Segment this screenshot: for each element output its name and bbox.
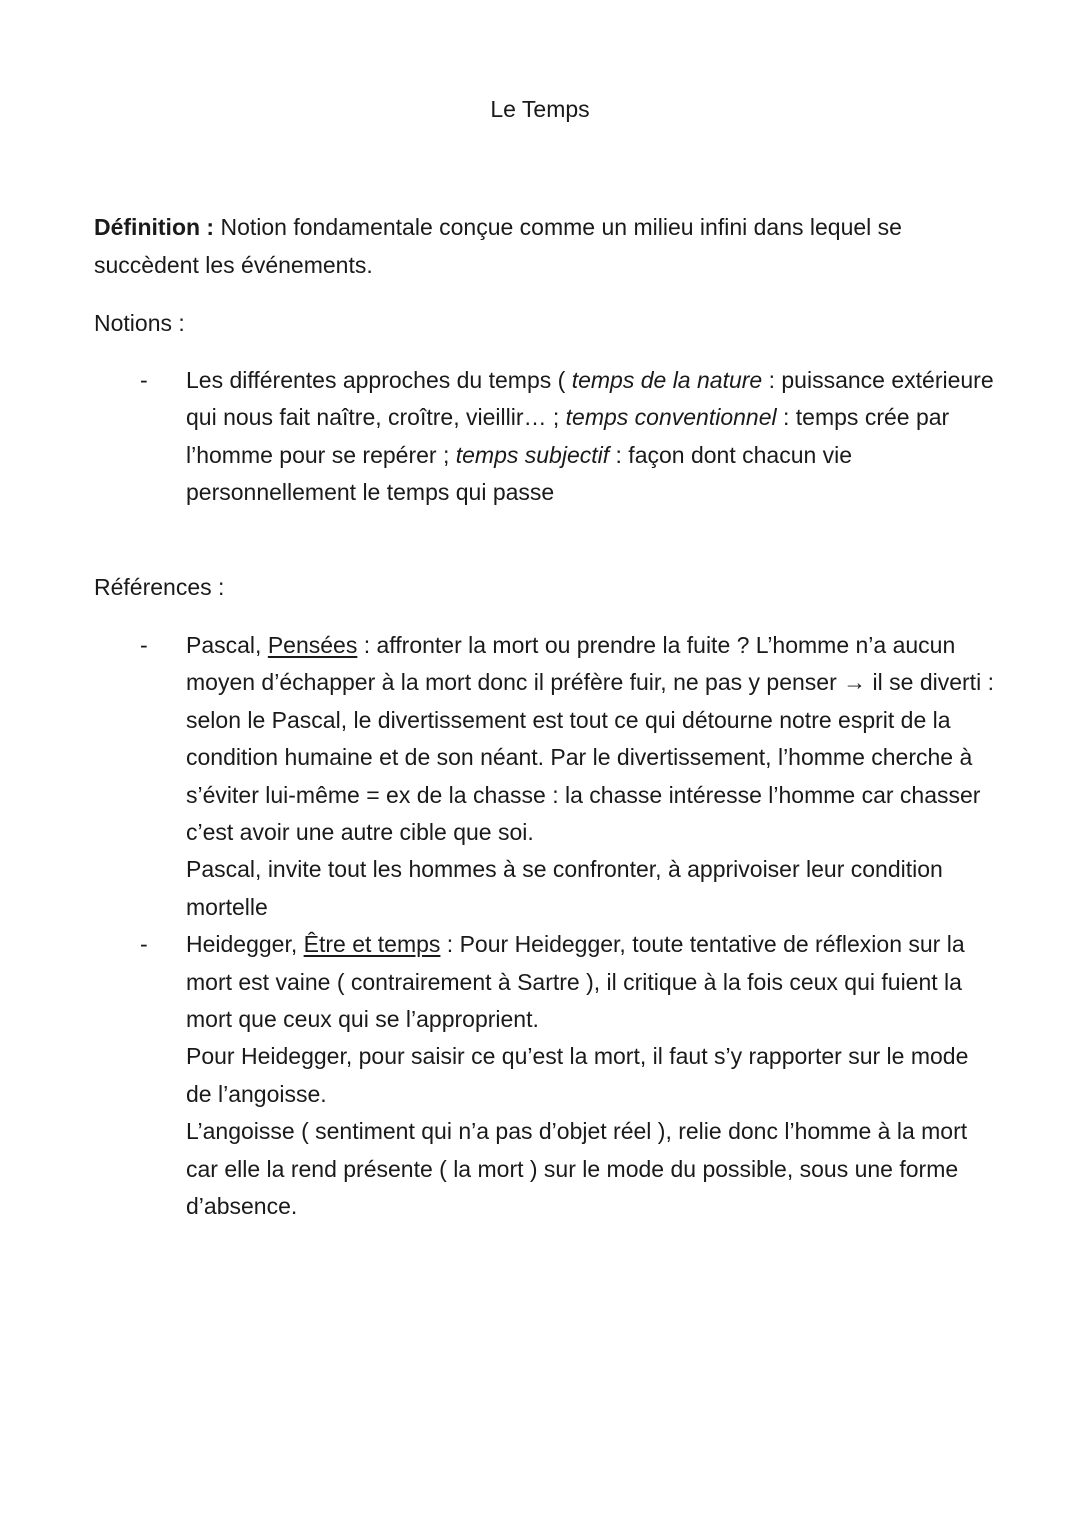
reference-author: Heidegger, [186, 931, 304, 958]
list-dash: - [140, 931, 148, 958]
pascal-paragraph-1 [186, 627, 994, 851]
notion-term: temps conventionnel [565, 404, 777, 431]
reference-text: : affronter la mort ou prendre la fuite ? L’homme n’a aucun moyen d’échapper à la mort donc il préfère fuir, ne pas y penser → il se diverti : selon le Pascal, le divertissement est tout ce qui détourne notre esprit de la condition humaine et de son néant. Par le divertissement, l’homme cherche à s’éviter lui-même = ex de la chasse : la chasse intéresse l’homme car chasser c’est avoir une autre cible que soi. [186, 632, 994, 846]
definition-paragraph [94, 209, 994, 284]
notion-text: : façon dont chacun vie personnellement le temps qui passe [186, 441, 853, 506]
notions-list [94, 362, 994, 512]
references-heading: Références : [94, 574, 225, 600]
reference-work-title: Pensées [267, 632, 358, 658]
page-title: Le Temps [490, 96, 590, 122]
list-item [94, 362, 994, 512]
list-dash: - [140, 632, 148, 658]
heidegger-paragraph-2: Pour Heidegger, pour saisir ce qu’est la mort, il faut s’y rapporter sur le mode de l’angoisse. [186, 1043, 969, 1107]
reference-text: : Pour Heidegger, toute tentative de réflexion sur la mort est vaine ( contrairement à Sartre ), il critique à la fois ceux qui fuient la mort que ceux qui se l’approprient. [186, 931, 965, 1033]
references-list [94, 627, 994, 1226]
definition-text: Notion fondamentale conçue comme un milieu infini dans lequel se succèdent les événements. [94, 214, 902, 278]
list-dash: - [140, 367, 148, 393]
pascal-paragraph-2: Pascal, invite tout les hommes à se confronter, à apprivoiser leur condition mortelle [186, 856, 943, 920]
heidegger-paragraph-3: L’angoisse ( sentiment qui n’a pas d’objet réel ), relie donc l’homme à la mort car elle la rend présente ( la mort ) sur le mode du possible, sous une forme d’absence. [186, 1118, 968, 1220]
notions-heading: Notions : [94, 310, 185, 336]
reference-author: Pascal, [186, 632, 268, 658]
notion-text: Les différentes approches du temps ( [186, 367, 572, 393]
heidegger-paragraph-1 [186, 926, 994, 1038]
notion-term: temps subjectif [455, 441, 610, 468]
notion-text: : puissance extérieure qui nous fait naître, croître, vieillir… ; [186, 367, 994, 431]
definition-label: Définition : [94, 214, 215, 240]
list-item-pascal [94, 627, 994, 926]
notion-text: : temps crée par l’homme pour se repérer ; [186, 404, 950, 468]
notion-term: temps de la nature [571, 367, 763, 393]
reference-work-title: Être et temps [303, 931, 441, 958]
list-item-heidegger [94, 926, 994, 1225]
